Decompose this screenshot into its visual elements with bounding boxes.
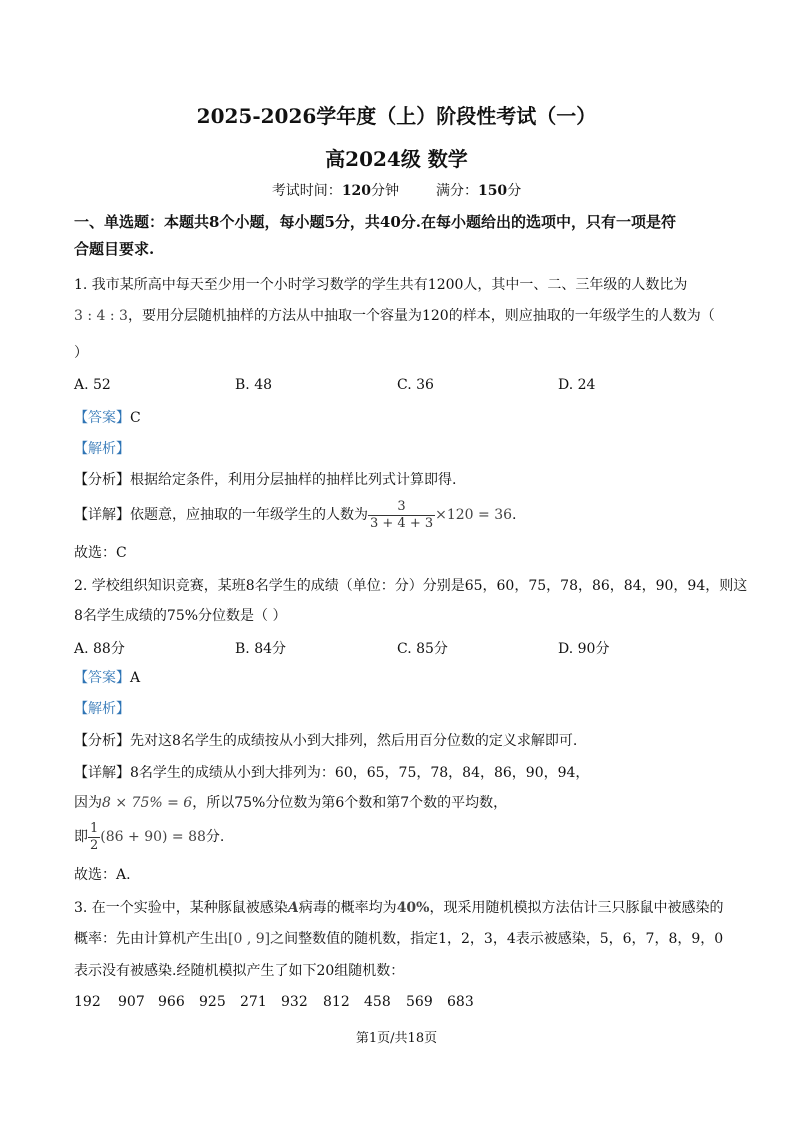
random-number: 966 [158,994,185,1010]
q3-stem-line1 [74,899,723,917]
q2-option-d: D. 90分 [558,641,610,657]
random-number: 458 [364,994,391,1010]
q1-analysis-tag: 【解析】 [74,441,130,457]
q1-option-c: C. 36 [397,377,434,393]
q3-line2-pre: 概率：先由计算机产生出 [74,931,228,947]
q1-xiangjie [74,496,517,534]
exam-title: 2025-2026学年度（上）阶段性考试（一） [196,104,597,128]
q3-stem-line3: 表示没有被感染.经随机模拟产生了如下20组随机数： [74,963,405,979]
section-heading-line2: 合题目要求. [74,240,155,258]
q2-option-c: C. 85分 [397,641,448,657]
q2-because-post: ，所以75%分位数为第6个数和第7个数的平均数， [192,795,508,811]
q1-answer-tag: 【答案】 [74,410,130,426]
exam-score-label: 满分： [435,183,478,199]
q3-stem-line2 [74,930,723,948]
q3-virus-a: A [287,900,299,916]
q2-fenxi: 【分析】先对这8名学生的成绩按从小到大排列，然后用百分位数的定义求解即可. [74,733,578,749]
q1-xiangjie-end: . [512,507,517,523]
q3-interval: [0 , 9] [228,931,271,947]
random-number: 683 [447,994,474,1010]
q3-line1-pre: 3. 在一个实验中，某种豚鼠被感染 [74,900,288,916]
q2-ji [74,818,224,856]
q2-ji-math: (86 + 90) = 88 [100,829,206,845]
random-number: 932 [281,994,308,1010]
exam-time-label: 考试时间： [271,183,342,199]
q2-because-pre: 因为 [74,795,102,811]
q1-stem-line1: 1. 我市某所高中每天至少用一个小时学习数学的学生共有1200人，其中一、二、三年级的人数比为 [74,277,688,293]
exam-subtitle: 高2024级 数学 [325,147,468,171]
q1-stem-line2-text: ，要用分层随机抽样的方法从中抽取一个容量为120的样本，则应抽取的一年级学生的人数为（ [127,308,715,324]
q2-answer [74,669,140,687]
q1-answer [74,409,141,427]
q2-ji-denominator: 2 [90,837,99,853]
q2-because [74,794,507,812]
q1-fraction-denominator: 3 + 4 + 3 [370,515,434,531]
q1-ratio: 3 : 4 : 3 [74,308,128,324]
q1-answer-value: C [130,410,141,426]
q2-option-b: B. 84分 [235,641,287,657]
random-number: 812 [323,994,350,1010]
q1-fraction-numerator: 3 [368,499,435,516]
q1-choose: 故选：C [74,545,127,561]
q3-line1-mid: 病毒的概率均为 [298,900,397,916]
random-number: 569 [406,994,433,1010]
random-number: 271 [240,994,267,1010]
q2-ji-pre: 即 [74,829,88,845]
exam-score-unit: 分 [507,183,522,199]
page-footer: 第1页/共18页 [355,1031,438,1046]
q1-option-a: A. 52 [74,377,111,393]
q2-choose: 故选：A. [74,867,131,883]
section-heading-line1: 一、单选题：本题共8个小题，每小题5分，共40分.在每小题给出的选项中，只有一项是符 [74,213,676,231]
exam-time-unit: 分钟 [371,183,400,199]
q1-xiangjie-text: 【详解】依题意，应抽取的一年级学生的人数为 [74,507,368,523]
exam-score-value: 150 [477,183,508,199]
q3-probability: 40% [396,900,430,916]
q3-line2-post: 之间整数值的随机数，指定1，2，3，4表示被感染，5，6，7，8，9，0 [270,931,724,947]
q1-fraction-rest: ×120 = 36 [435,507,513,523]
q1-stem-line3: ） [74,345,88,361]
q3-line1-post: ，现采用随机模拟方法估计三只豚鼠中被感染的 [429,900,724,916]
q1-stem-line2 [74,307,715,325]
random-number: 192 [74,994,101,1010]
q2-ji-fraction [88,821,100,854]
q2-analysis-tag: 【解析】 [74,701,130,717]
q2-stem-line2: 8名学生成绩的75%分位数是（ ） [74,608,287,624]
q1-option-b: B. 48 [235,377,273,393]
q1-fenxi: 【分析】根据给定条件，利用分层抽样的抽样比列式计算即得. [74,472,457,488]
q2-xiangjie: 【详解】8名学生的成绩从小到大排列为：60，65，75，78，84，86，90，94， [74,765,590,781]
q2-ji-post: 分. [205,829,225,845]
exam-time-value: 120 [341,183,372,199]
q2-ji-numerator: 1 [90,820,99,836]
q2-because-math: 8 × 75% = 6 [102,795,193,811]
q2-answer-value: A [130,670,141,686]
exam-info [0,180,793,200]
q2-answer-tag: 【答案】 [74,670,130,686]
q2-stem-line1: 2. 学校组织知识竞赛，某班8名学生的成绩（单位：分）分别是65，60，75，78，86，84，90，94，则这 [74,578,748,594]
q2-option-a: A. 88分 [74,641,125,657]
q1-option-d: D. 24 [558,377,596,393]
q1-fraction [368,499,435,532]
random-number: 907 [118,994,145,1010]
random-number: 925 [199,994,226,1010]
